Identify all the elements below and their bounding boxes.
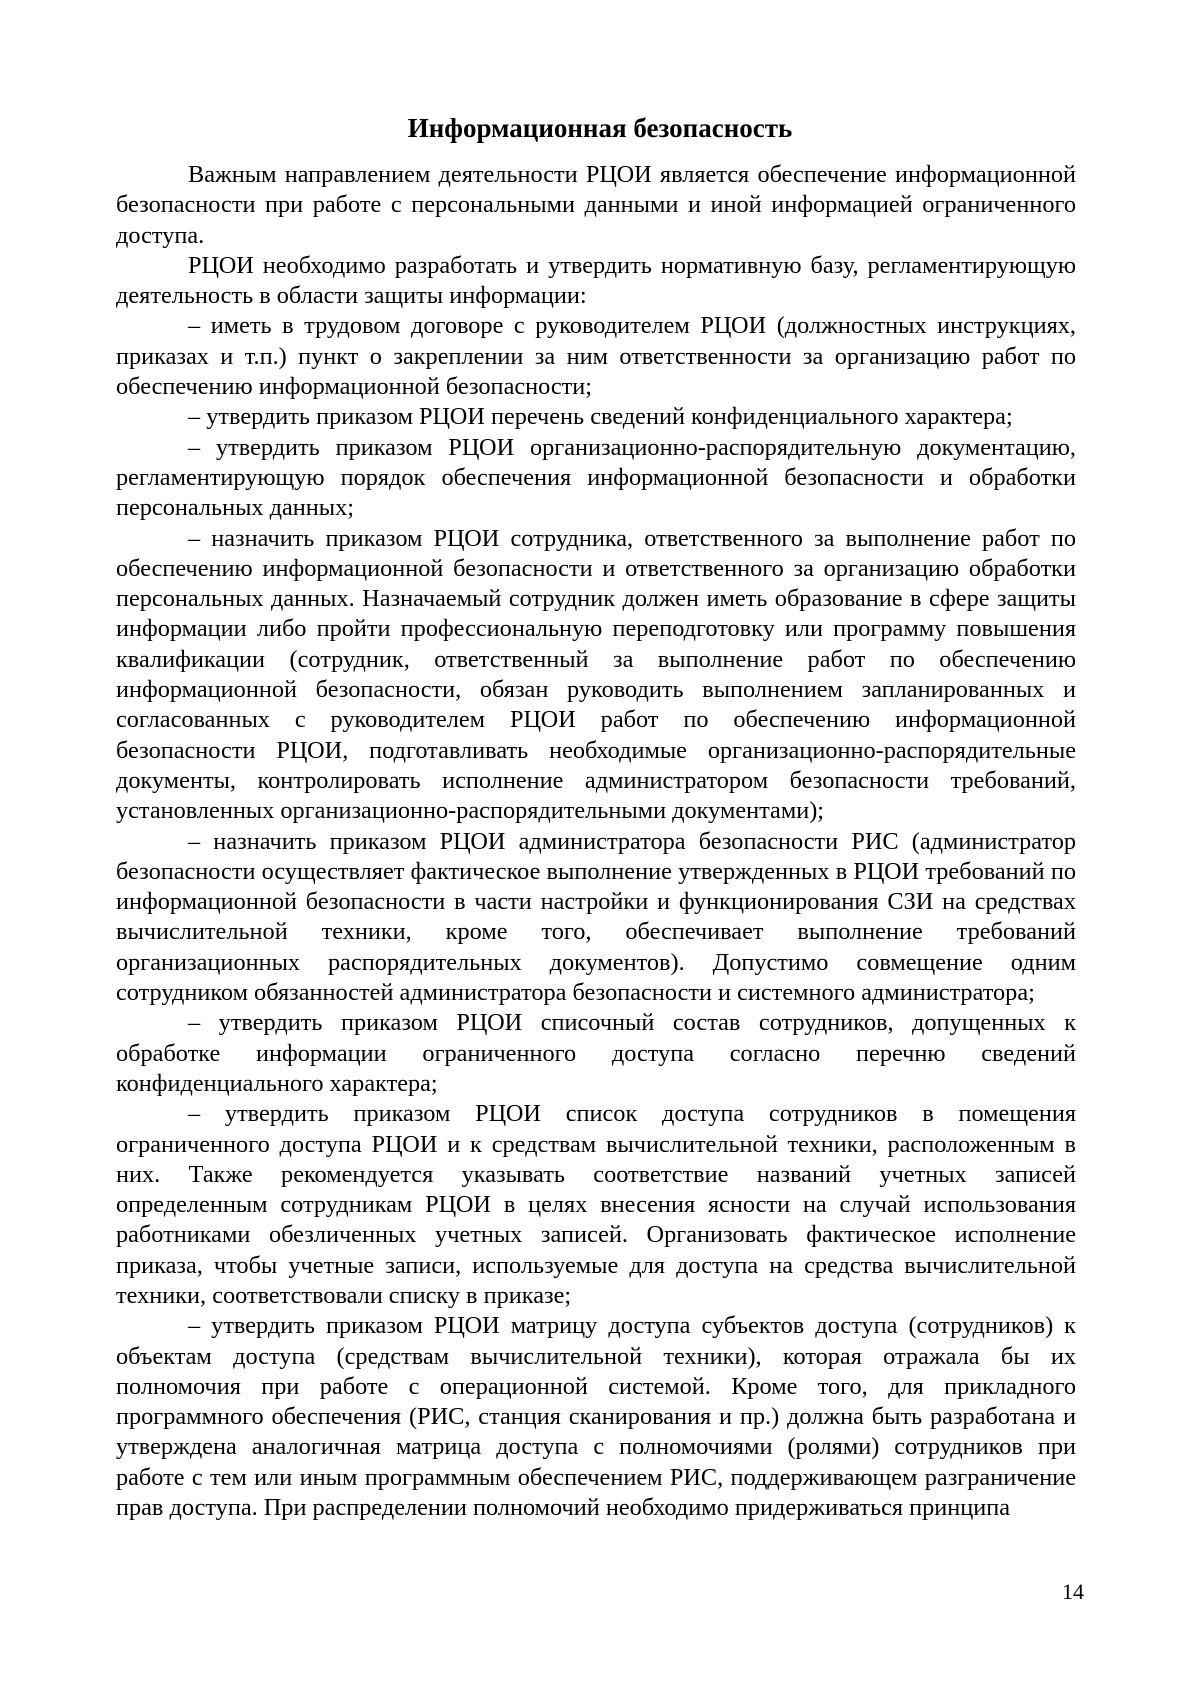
list-item-security-administrator: – назначить приказом РЦОИ администратора безопасности РИС (администратор безопасности осуществляет фактическое выполнение утвержденных в РЦОИ требований по информационной безопасности в части настройки и функционирования СЗИ на средствах вычислительной техники, кроме того, обеспечивает выполнение требований организационных распорядительных документов). Допустимо совмещение одним сотрудником обязанностей администратора безопасности и системного администратора; [116, 827, 1076, 1007]
page-number: 14 [1062, 1579, 1084, 1604]
list-item-responsible-employee: – назначить приказом РЦОИ сотрудника, ответственного за выполнение работ по обеспечению информационной безопасности и ответственного за организацию обработки персональных данных. Назначаемый сотрудник должен иметь образование в сфере защиты информации либо пройти профессиональную переподготовку или программу повышения квалификации (сотрудник, ответственный за выполнение работ по обеспечению информационной безопасности, обязан руководить выполнением запланированных и согласованных с руководителем РЦОИ работ по обеспечению информационной безопасности РЦОИ, подготавливать необходимые организационно-распорядительные документы, контролировать исполнение администратором безопасности требований, установленных организационно-распорядительными документами); [116, 524, 1076, 825]
list-item-access-matrix: – утвердить приказом РЦОИ матрицу доступа субъектов доступа (сотрудников) к объектам доступа (средствам вычислительной техники), которая отражала бы их полномочия при работе с операционной системой. Кроме того, для прикладного программного обеспечения (РИС, станция сканирования и пр.) должна быть разработана и утверждена аналогичная матрица доступа с полномочиями (ролями) сотрудников при работе с тем или иным программным обеспечением РИС, поддерживающем разграничение прав доступа. При распределении полномочий необходимо придерживаться принципа [116, 1312, 1076, 1522]
list-item-employment-contract: – иметь в трудовом договоре с руководителем РЦОИ (должностных инструкциях, приказах и т.п.) пункт о закреплении за ним ответственности за организацию работ по обеспечению информационной безопасности; [116, 312, 1076, 401]
list-item-staff-list: – утвердить приказом РЦОИ списочный состав сотрудников, допущенных к обработке информации ограниченного доступа согласно перечню сведений конфиденциального характера; [116, 1009, 1076, 1097]
paragraph-regulatory-base: РЦОИ необходимо разработать и утвердить нормативную базу, регламентирующую деятельность в области защиты информации: [116, 251, 1076, 310]
document-body [116, 160, 1076, 1523]
list-item-access-list: – утвердить приказом РЦОИ список доступа сотрудников в помещения ограниченного доступа РЦОИ и к средствам вычислительной техники, расположенным в них. Также рекомендуется указывать соответствие названий учетных записей определенным сотрудникам РЦОИ в целях внесения ясности на случай использования работниками обезличенных учетных записей. Организовать фактическое исполнение приказа, чтобы учетные записи, используемые для доступа на средства вычислительной техники, соответствовали списку в приказе; [116, 1100, 1076, 1309]
list-item-org-documentation: – утвердить приказом РЦОИ организационно-распорядительную документацию, регламентирующую порядок обеспечения информационной безопасности и обработки персональных данных; [116, 433, 1076, 522]
page-title: Информационная безопасность [407, 113, 793, 143]
list-item-confidential-list: – утвердить приказом РЦОИ перечень сведений конфиденциального характера; [188, 403, 1013, 431]
paragraph-intro: Важным направлением деятельности РЦОИ является обеспечение информационной безопасности при работе с персональными данными и иной информацией ограниченного доступа. [116, 161, 1076, 249]
